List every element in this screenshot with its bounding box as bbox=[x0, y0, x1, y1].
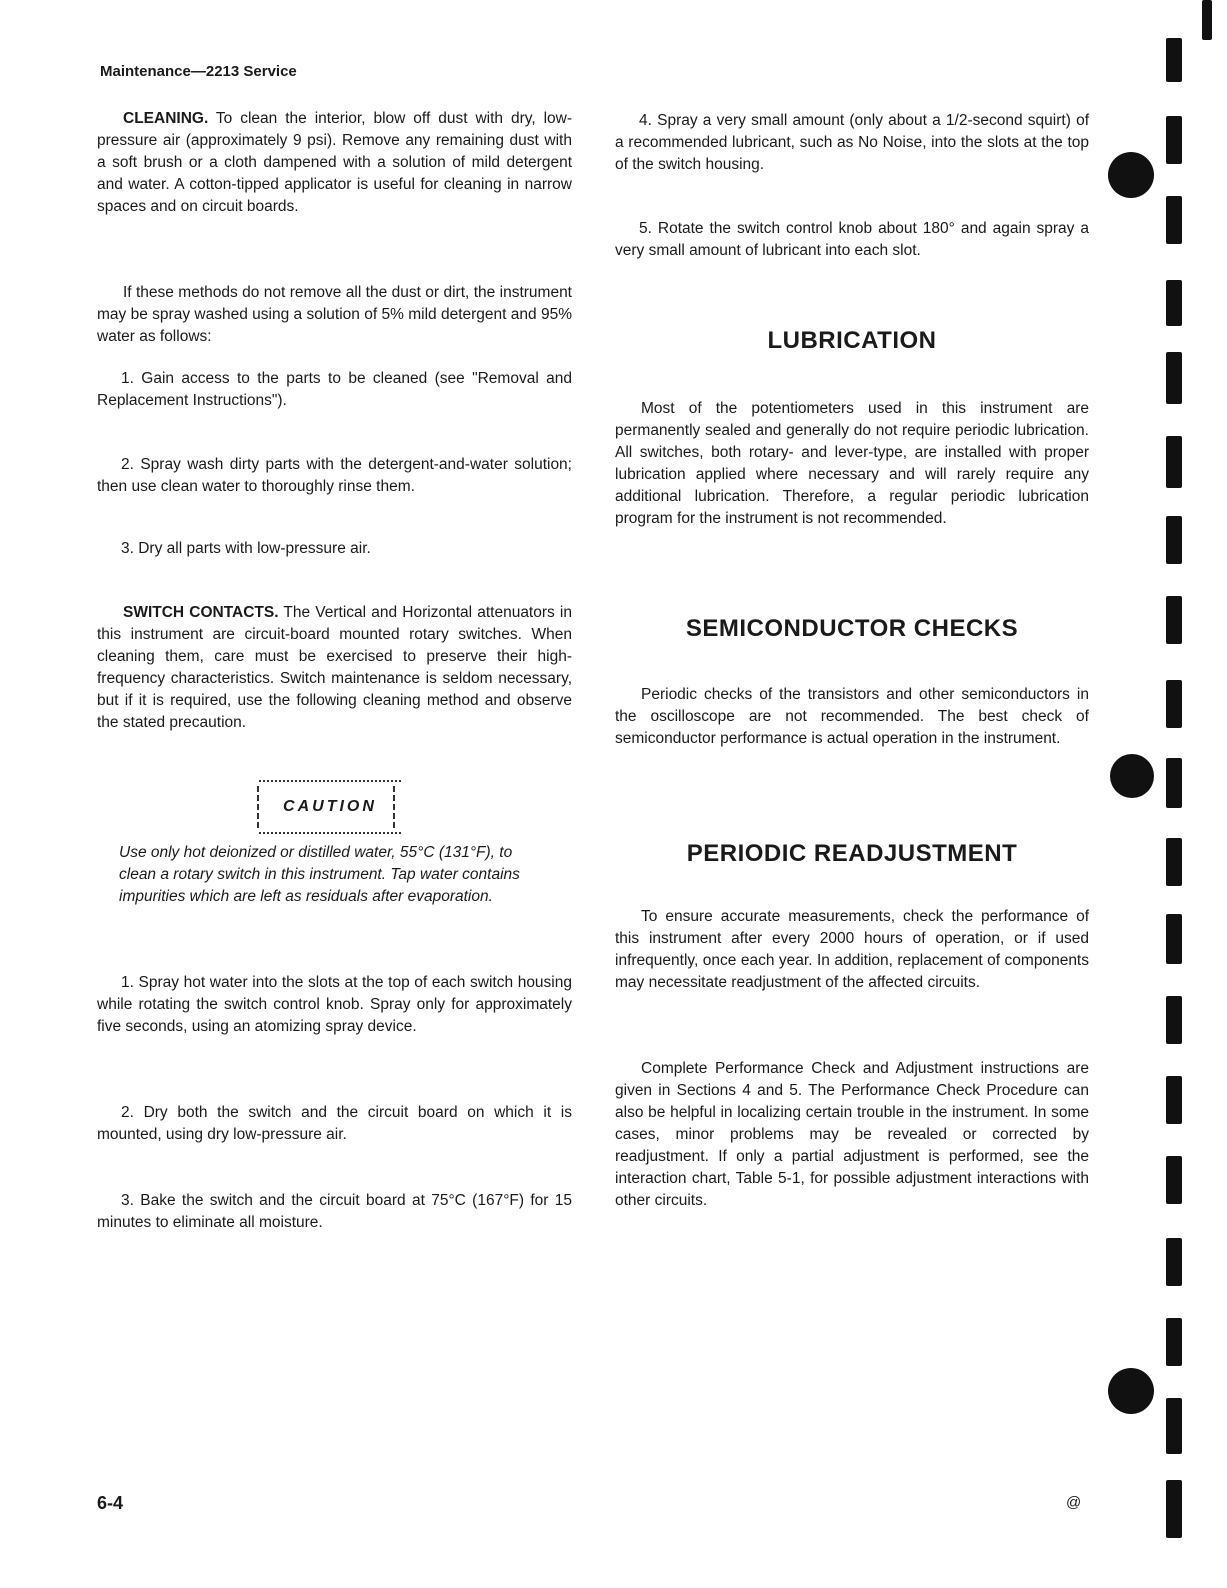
edge-bar bbox=[1166, 1076, 1182, 1124]
edge-bar bbox=[1166, 1398, 1182, 1454]
edge-bar bbox=[1166, 516, 1182, 564]
semiconductor-checks-body: Periodic checks of the transistors and other semiconductors in the oscilloscope are not recommended. The best check of semiconductor performance is actual operation in the instrument. bbox=[615, 686, 1089, 747]
switch-contacts-body: The Vertical and Horizontal attenuators in this instrument are circuit-board mounted rotary switches. When cleaning them, care must be exercised to preserve their high-frequency characteristics. Switch maintenance is seldom necessary, but if it is required, use the following cleaning method and observe the stated precaution. bbox=[97, 604, 572, 731]
edge-bar bbox=[1166, 1238, 1182, 1286]
caution-box bbox=[259, 780, 401, 834]
cleaning-heading: CLEANING. bbox=[123, 110, 209, 127]
edge-bar bbox=[1166, 914, 1182, 964]
switch-step-3: 3. Bake the switch and the circuit board at 75°C (167°F) for 15 minutes to eliminate all moisture. bbox=[97, 1192, 572, 1231]
edge-bar bbox=[1166, 436, 1182, 488]
punch-hole bbox=[1108, 1368, 1154, 1414]
edge-bar bbox=[1166, 680, 1182, 728]
page-header: Maintenance—2213 Service bbox=[100, 63, 297, 80]
switch-step-5: 5. Rotate the switch control knob about 180° and again spray a very small amount of lubricant into each slot. bbox=[615, 220, 1089, 259]
readjustment-body-2: Complete Performance Check and Adjustment instructions are given in Sections 4 and 5. The Performance Check Procedure can also be helpful in localizing certain trouble in the instrument. In some cases, minor problems may be revealed or corrected by readjustment. If only a partial adjustment is performed, see the interaction chart, Table 5-1, for possible adjustment interactions with other circuits. bbox=[615, 1060, 1089, 1209]
lubrication-body: Most of the potentiometers used in this instrument are permanently sealed and generally do not require periodic lubrication. All switches, both rotary- and lever-type, are installed with proper lubrication applied where necessary and will rarely require any additional lubrication. Therefore, a regular periodic lubrication program for the instrument is not recommended. bbox=[615, 400, 1089, 527]
caution-border-right bbox=[393, 786, 403, 828]
punch-hole bbox=[1108, 152, 1154, 198]
edge-bar bbox=[1166, 996, 1182, 1044]
wash-step-3: 3. Dry all parts with low-pressure air. bbox=[121, 540, 371, 557]
edge-bar bbox=[1166, 1318, 1182, 1366]
cleaning-paragraph bbox=[97, 108, 572, 218]
footer-mark: @ bbox=[1066, 1494, 1082, 1511]
edge-bar bbox=[1166, 838, 1182, 886]
cleaning-body: To clean the interior, blow off dust with dry, low-pressure air (approximately 9 psi). Remove any remaining dust with a soft brush or a cloth dampened with a solution of mild detergent and water. A cotton-tipped applicator is useful for cleaning in narrow spaces and on circuit boards. bbox=[97, 110, 572, 215]
spray-wash-intro: If these methods do not remove all the dust or dirt, the instrument may be spray washed using a solution of 5% mild detergent and 95% water as follows: bbox=[97, 284, 572, 345]
edge-bar bbox=[1202, 0, 1212, 40]
switch-step-4: 4. Spray a very small amount (only about a 1/2-second squirt) of a recommended lubricant, such as No Noise, into the slots at the top of the switch housing. bbox=[615, 112, 1089, 173]
wash-step-2: 2. Spray wash dirty parts with the detergent-and-water solution; then use clean water to thoroughly rinse them. bbox=[97, 456, 572, 495]
edge-bar bbox=[1166, 352, 1182, 404]
switch-contacts-paragraph bbox=[97, 602, 572, 734]
wash-step-1: 1. Gain access to the parts to be cleaned (see "Removal and Replacement Instructions"). bbox=[97, 370, 572, 409]
switch-contacts-heading: SWITCH CONTACTS. bbox=[123, 604, 279, 621]
edge-bar bbox=[1166, 596, 1182, 644]
edge-bar bbox=[1166, 1156, 1182, 1204]
page-number: 6-4 bbox=[97, 1493, 124, 1513]
edge-bar bbox=[1166, 38, 1182, 82]
edge-bar bbox=[1166, 758, 1182, 808]
punch-hole bbox=[1110, 754, 1154, 798]
edge-bar bbox=[1166, 1480, 1182, 1538]
edge-bar bbox=[1166, 280, 1182, 326]
readjustment-body-1: To ensure accurate measurements, check the performance of this instrument after every 2000 hours of operation, or if used infrequently, once each year. In addition, replacement of components may necessitate readjustment of the affected circuits. bbox=[615, 908, 1089, 991]
switch-step-2: 2. Dry both the switch and the circuit board on which it is mounted, using dry low-pressure air. bbox=[97, 1104, 572, 1143]
semiconductor-checks-title: SEMICONDUCTOR CHECKS bbox=[685, 615, 1019, 642]
periodic-readjustment-title: PERIODIC READJUSTMENT bbox=[686, 840, 1018, 867]
caution-border-left bbox=[257, 786, 267, 828]
caution-text: Use only hot deionized or distilled water, 55°C (131°F), to clean a rotary switch in this instrument. Tap water contains impurities which are left as residuals after evaporation. bbox=[119, 844, 520, 905]
caution-label: CAUTION bbox=[283, 798, 377, 815]
edge-bar bbox=[1166, 116, 1182, 164]
lubrication-title: LUBRICATION bbox=[767, 327, 937, 354]
edge-bar bbox=[1166, 196, 1182, 244]
switch-step-1: 1. Spray hot water into the slots at the top of each switch housing while rotating the switch control knob. Spray only for approximately five seconds, using an atomizing spray device. bbox=[97, 974, 572, 1035]
